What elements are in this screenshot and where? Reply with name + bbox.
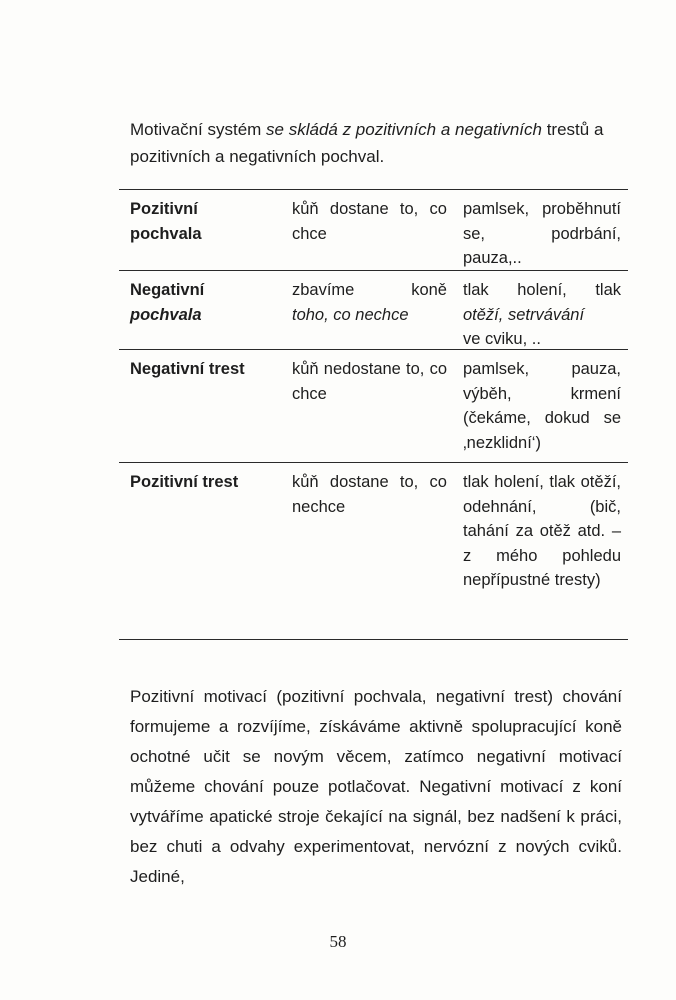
- table-row: [119, 271, 628, 350]
- row-description: kůň nedostane to, co chce: [292, 360, 447, 403]
- row-examples: tlak holení, tlak otěží, setrvávání ve cviku, ..: [463, 281, 621, 348]
- row-description: zbavíme koně toho, co nechce: [292, 281, 447, 324]
- table-row: [119, 350, 628, 463]
- row-examples: tlak holení, tlak otěží, odehnání, (bič, tahání za otěž atd. – z mého pohledu nepřípustné tresty): [463, 473, 621, 589]
- table-row: [119, 190, 628, 271]
- page-number: 58: [329, 932, 347, 951]
- row-label: Negativní trest: [130, 360, 245, 378]
- intro-text-2: se skládá z pozitivních a negativních: [266, 120, 542, 139]
- row-examples: pamlsek, pauza, výběh, krmení (čekáme, dokud se ‚nezklidní‘): [463, 360, 621, 452]
- table-row: [119, 463, 628, 639]
- motivation-table: [119, 189, 628, 640]
- row-label: Negativní pochvala: [130, 281, 205, 324]
- intro-paragraph: [130, 116, 622, 170]
- row-description: kůň dostane to, co nechce: [292, 473, 447, 516]
- row-description: kůň dostane to, co chce: [292, 200, 447, 243]
- intro-text-3: trestů a pozitivních a negativních pochval.: [130, 120, 604, 166]
- row-label: Pozitivní pochvala: [130, 200, 202, 243]
- intro-text-1: Motivační systém: [130, 120, 267, 139]
- row-examples: pamlsek, proběhnutí se, podrbání, pauza,..: [463, 200, 621, 267]
- body-paragraph: Pozitivní motivací (pozitivní pochvala, negativní trest) chování formujeme a rozvíjíme, získáváme aktivně spolupracující koně ochotné učit se novým věcem, zatímco negativní motivací můžeme chování pouze potlačovat. Negativní motivací z koní vytváříme apatické stroje čekající na signál, bez nadšení k práci, bez chuti a odvahy experimentovat, nervózní z nových cviků. Jediné,: [130, 687, 622, 886]
- row-label: Pozitivní trest: [130, 473, 239, 491]
